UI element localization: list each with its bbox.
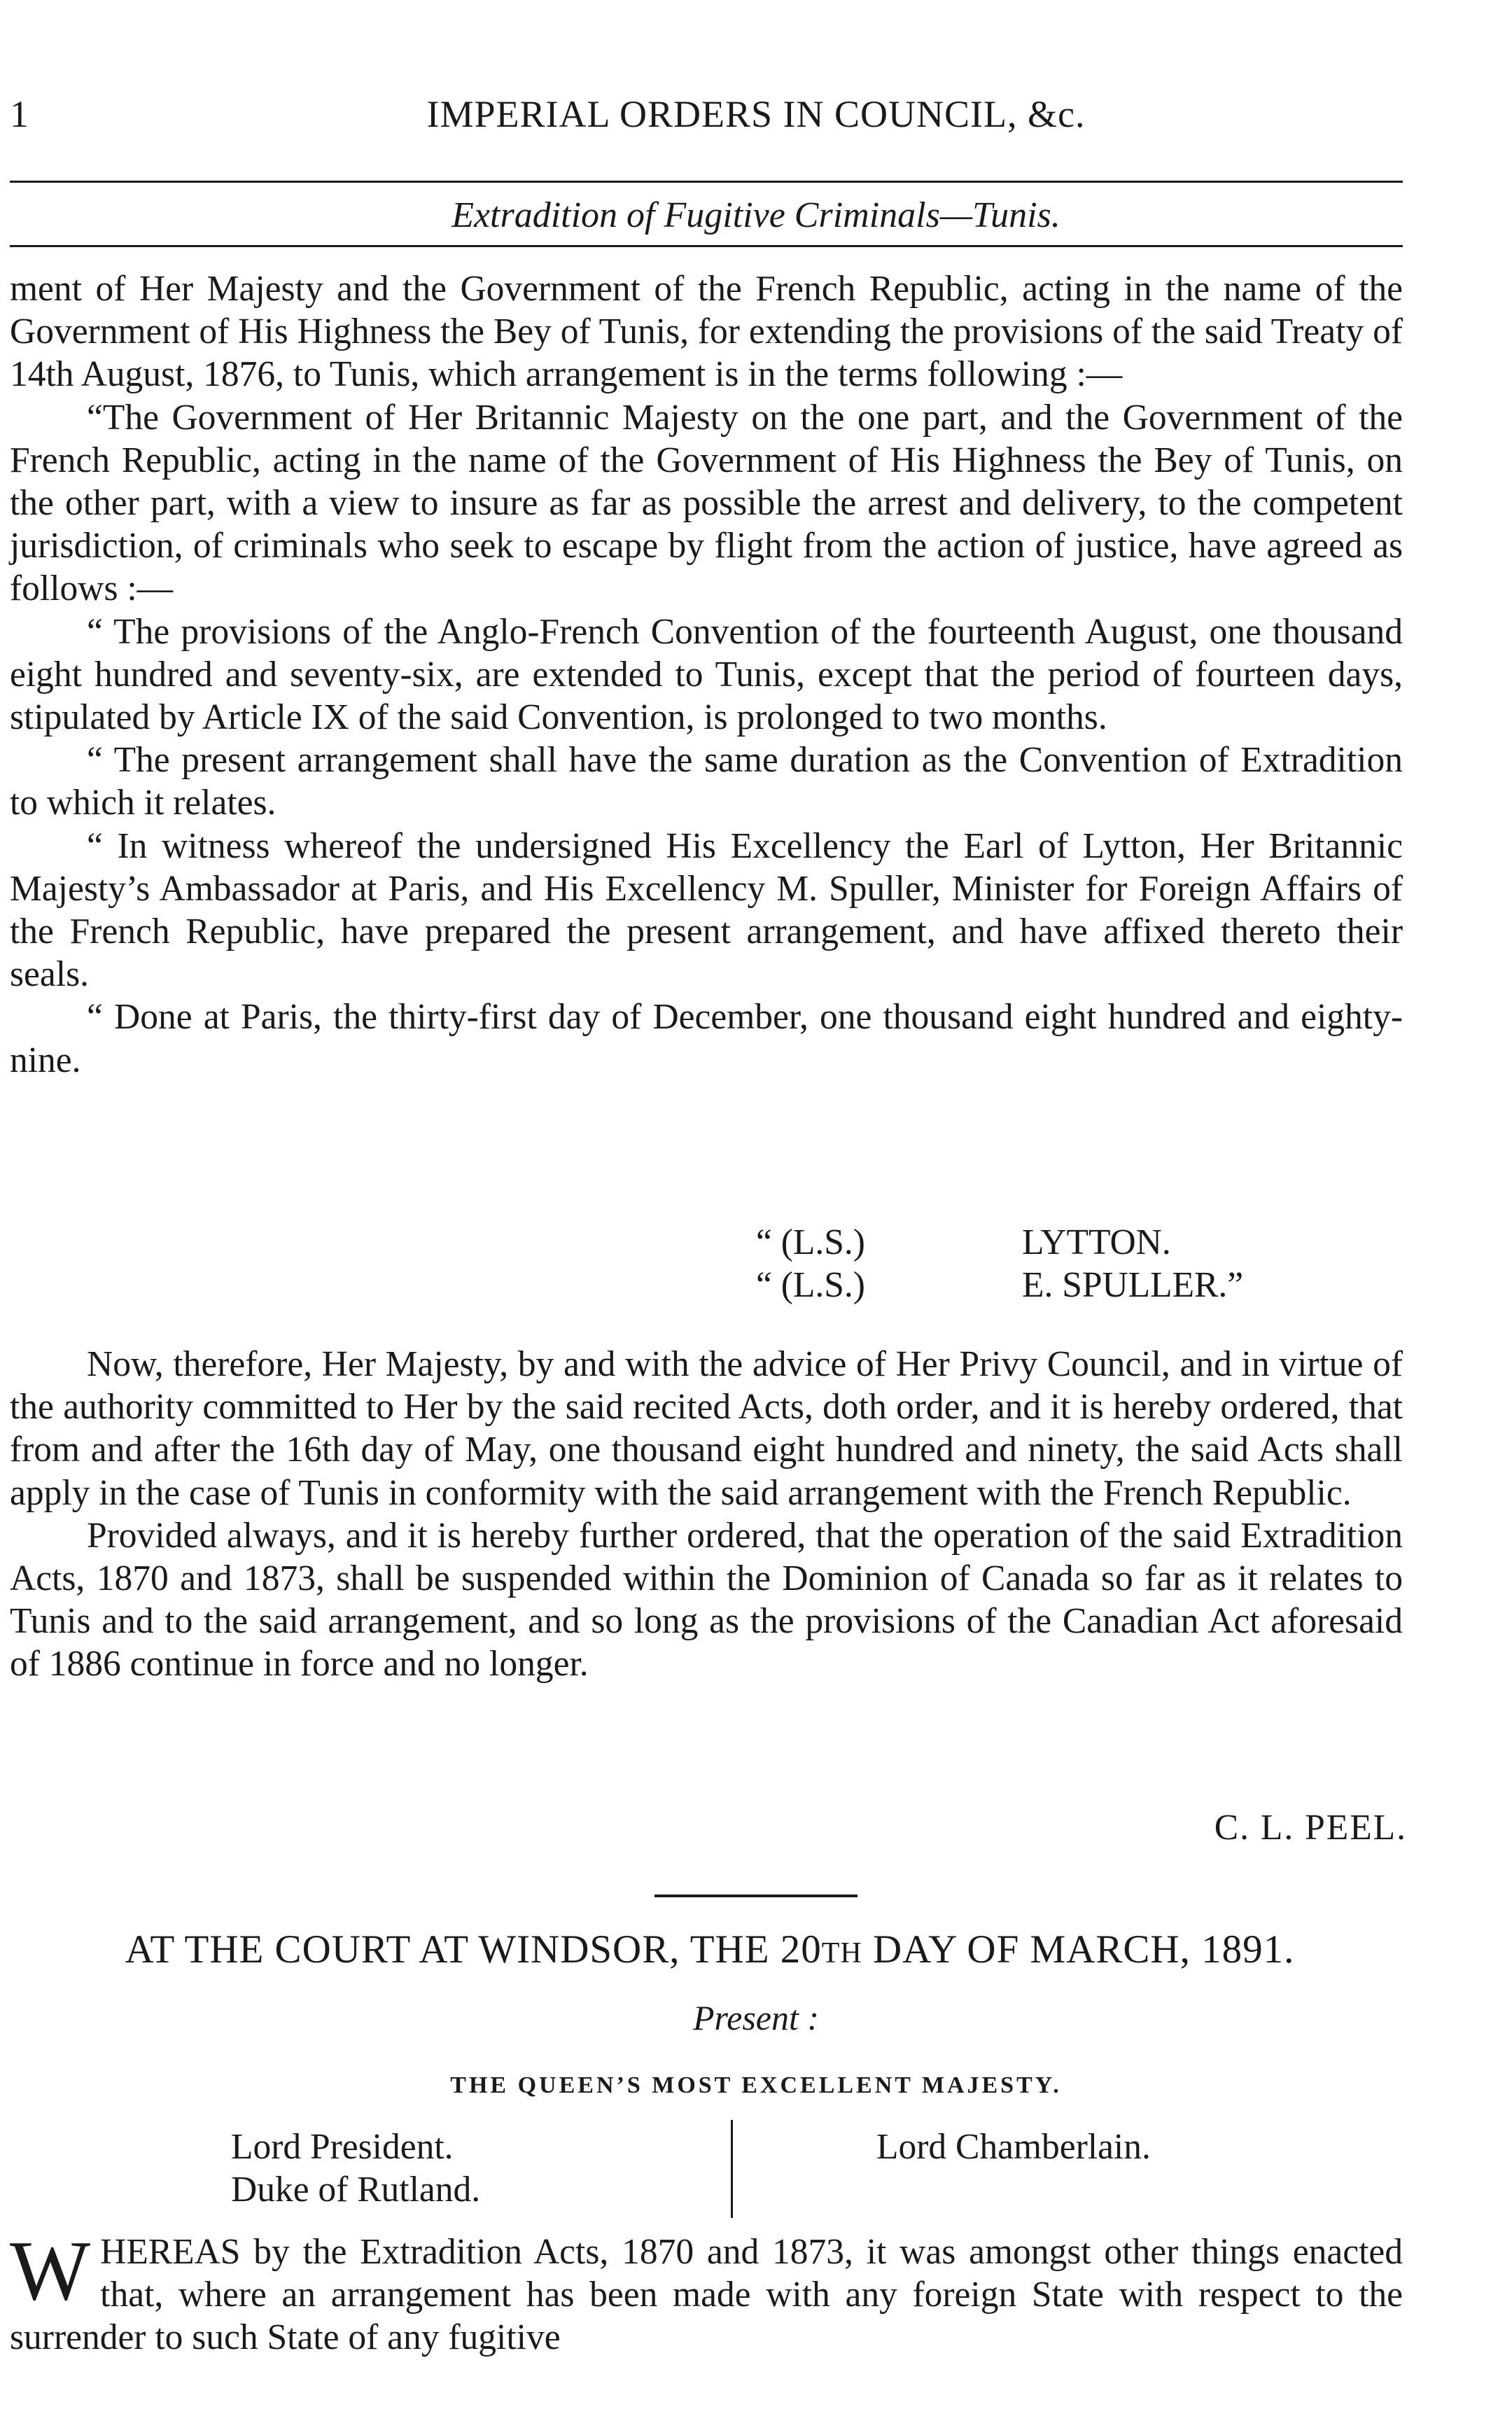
- attendee: Duke of Rutland.: [231, 2170, 481, 2210]
- running-title: IMPERIAL ORDERS IN COUNCIL, &c.: [426, 93, 1086, 135]
- header-rule-top: [10, 181, 1403, 183]
- clerk-signature: C. L. PEEL.: [1214, 1808, 1407, 1848]
- order-text: [10, 1343, 1403, 1686]
- paragraph: ment of Her Majesty and the Government of the French Republic, acting in the name of the Government of His Highness the Bey of Tunis, for extending the provisions of the said Treaty of 14th August, 1876, to Tunis, which arrangement is in the terms following :—: [10, 269, 1403, 395]
- treaty-text: [10, 267, 1403, 1082]
- section-subheading: Extradition of Fugitive Criminals—Tunis.: [451, 195, 1060, 235]
- signatory-name: LYTTON.: [1022, 1222, 1171, 1262]
- seal-mark: “ (L.S.): [756, 1265, 865, 1305]
- present-label: Present :: [692, 1998, 820, 2037]
- paragraph: “ Done at Paris, the thirty-first day of December, one thousand eight hundred and eighty-nine.: [10, 997, 1403, 1080]
- paragraph: HEREAS by the Extradition Acts, 1870 and 1873, it was amongst other things enacted that, where an arrangement has been made with any foreign State with respect to the surrender to such State of any fugitive: [10, 2232, 1403, 2358]
- ordinal-suffix: TH: [821, 1937, 862, 1969]
- seal-mark: “ (L.S.): [756, 1222, 865, 1262]
- paragraph: “ The provisions of the Anglo-French Convention of the fourteenth August, one thousand eight hundred and seventy-six, are extended to Tunis, except that the period of fourteen days, stipulated by Article IX of the said Convention, is prolonged to two months.: [10, 611, 1403, 738]
- attendee: Lord President.: [231, 2127, 454, 2167]
- paragraph: “ In witness whereof the undersigned His Excellency the Earl of Lytton, Her Britannic Majesty’s Ambassador at Paris, and His Excellency M. Spuller, Minister for Foreign Affairs of the French Republic, have prepared the present arrangement, and have affixed thereto their seals.: [10, 825, 1403, 995]
- paragraph: “The Government of Her Britannic Majesty on the one part, and the Government of the French Republic, acting in the name of the Government of His Highness the Bey of Tunis, on the other part, with a view to insure as far as possible the arrest and delivery, to the competent jurisdiction, of criminals who seek to escape by flight from the action of justice, have agreed as follows :—: [10, 397, 1403, 609]
- page-number: 1: [10, 93, 29, 135]
- signatory-name: E. SPULLER.”: [1022, 1265, 1244, 1305]
- majesty-line: THE QUEEN’S MOST EXCELLENT MAJESTY.: [450, 2072, 1062, 2098]
- section-divider: [654, 1895, 858, 1897]
- whereas-paragraph: [10, 2224, 1403, 2359]
- attendee: Lord Chamberlain.: [876, 2127, 1151, 2167]
- attendee-divider: [731, 2120, 733, 2218]
- page-header: [0, 83, 1512, 146]
- drop-cap: W: [10, 2224, 91, 2318]
- court-heading: [10, 1918, 1410, 1985]
- court-heading-text: DAY OF MARCH, 1891.: [862, 1927, 1295, 1972]
- paragraph: Now, therefore, Her Majesty, by and with the advice of Her Privy Council, and in virtue of the authority committed to Her by the said recited Acts, doth order, and it is hereby ordered, that from and after the 16th day of May, one thousand eight hundred and ninety, the said Acts shall apply in the case of Tunis in conformity with the said arrangement with the French Republic.: [10, 1344, 1403, 1513]
- court-heading-text: AT THE COURT AT WINDSOR, THE 20: [125, 1927, 822, 1972]
- header-rule-bottom: [10, 245, 1403, 247]
- paragraph: Provided always, and it is hereby further ordered, that the operation of the said Extradition Acts, 1870 and 1873, shall be suspended within the Dominion of Canada so far as it relates to Tunis and to the said arrangement, and so long as the provisions of the Canadian Act aforesaid of 1886 continue in force and no longer.: [10, 1515, 1403, 1684]
- paragraph: “ The present arrangement shall have the same duration as the Convention of Extradition to which it relates.: [10, 740, 1403, 823]
